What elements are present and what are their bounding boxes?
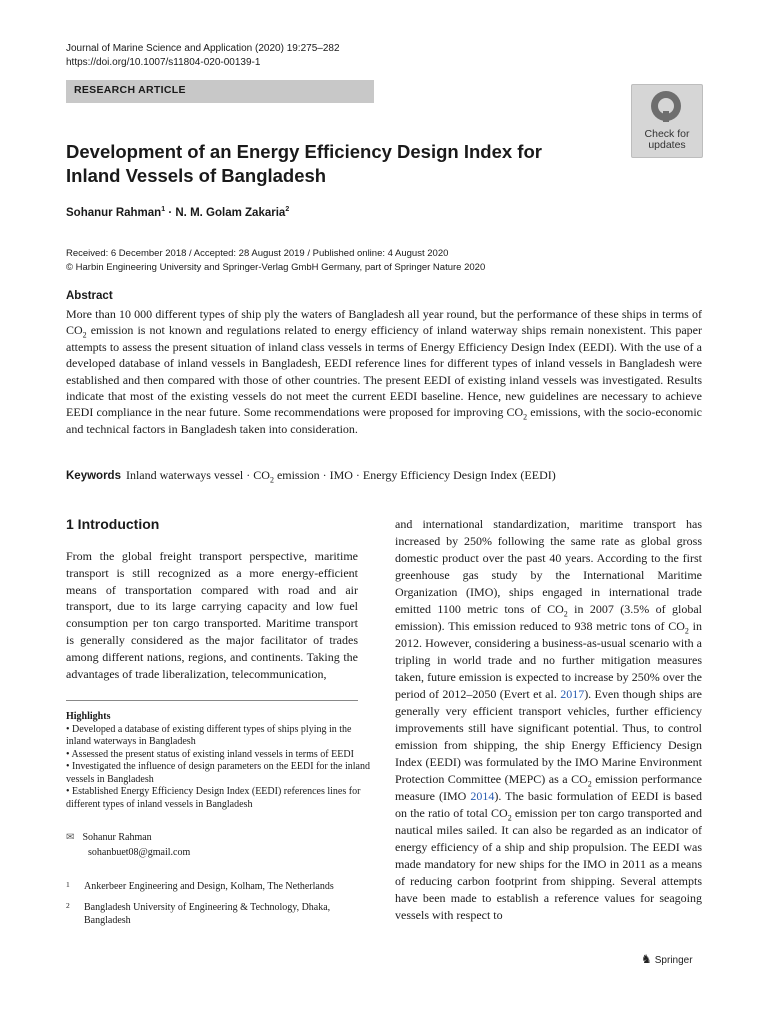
doi-link[interactable]: https://doi.org/10.1007/s11804-020-00139-1 <box>66 57 261 68</box>
keywords <box>66 468 706 483</box>
subscript: 2 <box>269 475 274 485</box>
publisher-logo <box>641 952 693 966</box>
journal-header <box>66 42 340 70</box>
subscript: 2 <box>82 330 87 340</box>
check-updates-line2: updates <box>648 139 686 151</box>
abstract-heading: Abstract <box>66 290 113 302</box>
keywords-text: emission · IMO · Energy Efficiency Design Index (EEDI) <box>273 468 556 482</box>
highlights-heading: Highlights <box>66 711 111 722</box>
check-for-updates-button[interactable] <box>631 84 703 158</box>
author-affil-marker: 1 <box>161 206 166 213</box>
author-affil-marker: 2 <box>285 206 290 213</box>
abstract-text: More than 10 000 different types of ship ply the waters of Bangladesh all year round, but the performance of these ships in terms of CO <box>66 307 702 338</box>
body-text: ). The basic formulation of EEDI is based on the ratio of total CO <box>395 789 702 820</box>
intro-column-1: From the global freight transport perspective, maritime transport is still recognized as a more energy-efficient means of transportation compared with road and air transport, due to its large carrying capacity and low fuel consumption per ton cargo transported. Maritime transport is generally considered as the major facilitator of trades among different nations, regions, and continents. Taking the advantages of trade liberalization, telecommunication, <box>66 549 358 681</box>
author-name[interactable]: N. M. Golam Zakaria <box>175 206 286 219</box>
subscript: 2 <box>684 626 689 636</box>
author-list <box>66 206 289 219</box>
highlight-item: • Investigated the influence of design parameters on the EEDI for the inland vessels in Bangladesh <box>66 761 370 785</box>
abstract-text: emission is not known and regulations related to energy efficiency of inland waterway ships remain nonexistent. This paper attempts to assess the present situation of inland class vessels in terms of Energy Efficiency Design Index (EEDI). With the use of a developed database of inland vessels in Bangladesh, EEDI reference lines for different types of inland vessels in Bangladesh were established and then compared with those of other countries. The present EEDI of existing inland vessels was investigated. Results indicate that most of the existing vessels do not meet the current EEDI baseline. Hence, new guidelines are necessary to achieve EEDI compliance in the near future. Some recommendations were proposed for improving CO <box>66 323 702 420</box>
journal-citation: Journal of Marine Science and Application (2020) 19:275–282 <box>66 43 340 54</box>
intro-column-2 <box>395 516 702 924</box>
author-separator: · <box>168 206 173 219</box>
keywords-label: Keywords <box>66 470 121 482</box>
author-name[interactable]: Sohanur Rahman <box>66 206 162 219</box>
keywords-text: Inland waterways vessel · CO <box>125 468 270 482</box>
affiliation-text: Ankerbeer Engineering and Design, Kolham, The Netherlands <box>84 881 334 892</box>
subscript: 2 <box>523 412 528 422</box>
highlight-item: • Established Energy Efficiency Design Index (EEDI) references lines for different types of inland vessels in Bangladesh <box>66 786 361 810</box>
footnote-divider <box>66 700 358 701</box>
copyright-line <box>66 261 485 275</box>
body-text: emission per ton cargo transported and nautical miles sailed. It can also be regarded as an indicator of energy efficiency of a ship and ship propulsion. The EEDI was made mandatory for new ships for the IMO in 2011 as a means of reducing carbon footprint from shipping. Several attempts have been made to establish a reference values for seagoing vessels with respect to <box>395 806 702 922</box>
affiliation-item <box>66 880 366 893</box>
check-updates-line1: Check for <box>644 128 690 140</box>
article-type-bar <box>66 80 374 103</box>
affiliations <box>66 880 366 935</box>
article-title: Development of an Energy Efficiency Design Index for Inland Vessels of Bangladesh <box>66 141 542 186</box>
publisher-name: Springer <box>654 955 693 966</box>
subscript: 2 <box>587 779 592 789</box>
contact-name: Sohanur Rahman <box>82 832 152 843</box>
body-text: in 2012. However, considering a business-as-usual scenario with a tripling in world trade and no further mitigation measures taken, future emission is expected to increase by 250% over the period of 2012–2050 (Evert et al. <box>395 619 702 701</box>
subscript: 2 <box>563 609 568 619</box>
publication-dates <box>66 247 485 275</box>
envelope-icon: ✉ <box>66 832 75 843</box>
copyright-icon: © <box>66 262 73 273</box>
body-text: in 2007 (3.5% of global emission). This emission reduced to 938 metric tons of CO <box>395 602 702 633</box>
contact-email[interactable]: sohanbuet08@gmail.com <box>88 847 191 858</box>
dates-line: Received: 6 December 2018 / Accepted: 28 August 2019 / Published online: 4 August 2020 <box>66 248 449 259</box>
highlight-item: • Developed a database of existing different types of ships plying in the inland waterways in Bangladesh <box>66 723 352 747</box>
corresponding-author <box>66 830 190 860</box>
affiliation-item <box>66 901 366 927</box>
body-text: emission performance measure (IMO <box>395 772 702 803</box>
body-text: ). Even though ships are generally very efficient transport vehicles, further efficiency improvements still have significant potential. Thus, to control emission from shipping, the ship Energy Efficiency Design Index (EEDI) was formulated by the IMO Marine Environment Protection Committee (MEPC) as a CO <box>395 687 702 786</box>
abstract-body <box>66 306 702 437</box>
abstract-text: emissions, with the socio-economic and technical factors in Bangladesh taken into consideration. <box>66 405 702 436</box>
highlight-item: • Assessed the present status of existing inland vessels in terms of EEDI <box>66 748 354 760</box>
affiliation-number: 2 <box>66 901 70 910</box>
highlights-box <box>66 711 374 811</box>
update-icon <box>651 91 681 121</box>
section-heading: 1 Introduction <box>66 516 160 532</box>
citation-link[interactable]: 2014 <box>470 789 495 803</box>
affiliation-number: 1 <box>66 880 70 889</box>
copyright-text: Harbin Engineering University and Springer-Verlag GmbH Germany, part of Springer Nature 2020 <box>75 262 486 273</box>
body-text: and international standardization, maritime transport has increased by 250% following the same rate as global gross domestic product over the past 40 years. According to the first greenhouse gas study by the International Maritime Organization (IMO), ships engaged in international trade emitted 1100 metric tons of CO <box>395 517 702 616</box>
springer-horse-icon: ♞ <box>641 952 652 966</box>
affiliation-text: Bangladesh University of Engineering & Technology, Dhaka, Bangladesh <box>84 902 331 926</box>
subscript: 2 <box>507 813 512 823</box>
citation-link[interactable]: 2017 <box>560 687 585 701</box>
article-type-label: RESEARCH ARTICLE <box>74 84 186 96</box>
